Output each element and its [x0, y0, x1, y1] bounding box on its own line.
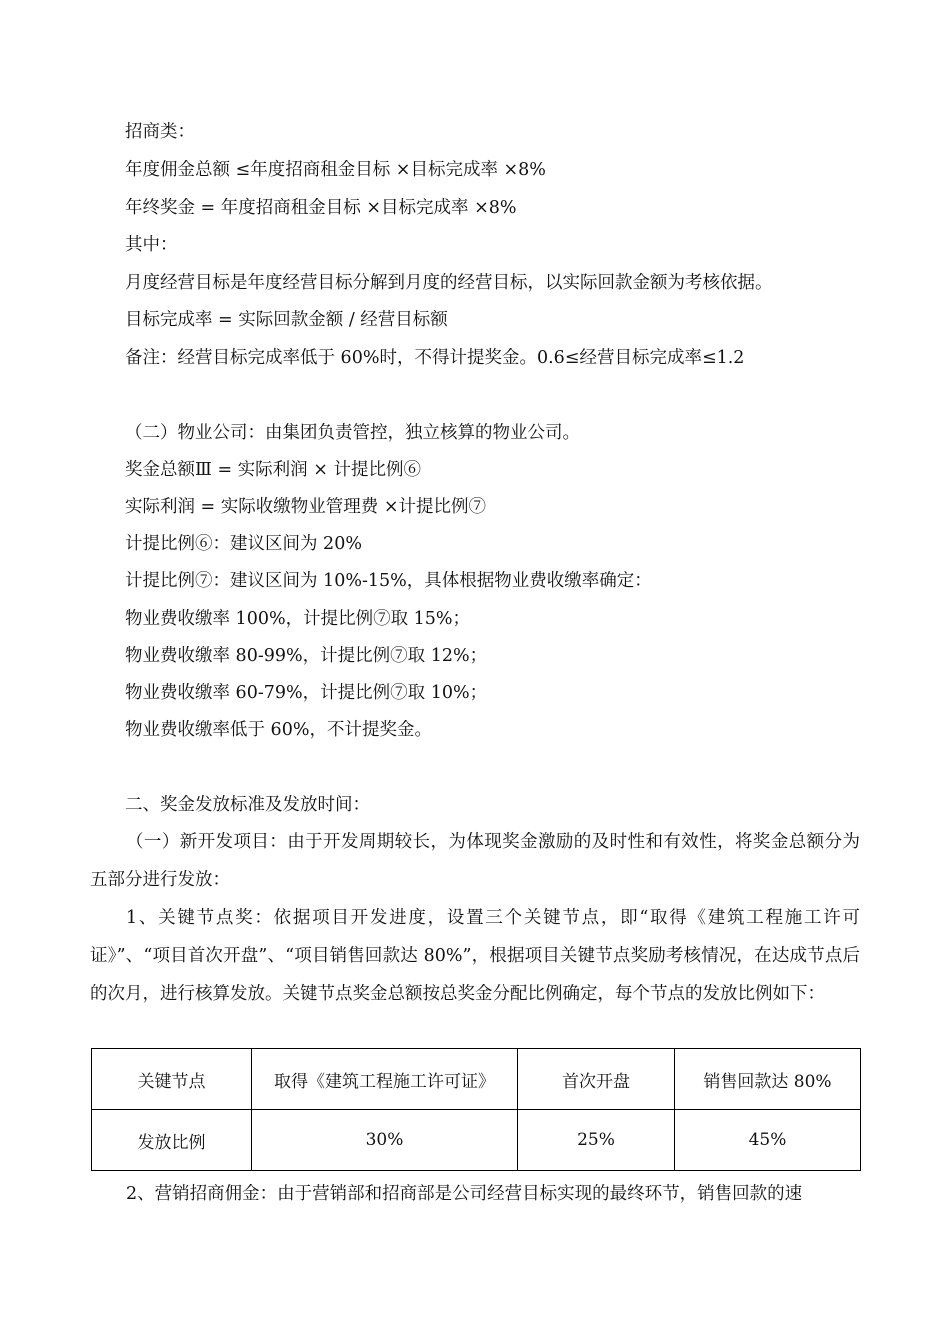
table-cell: 关键节点	[92, 1049, 252, 1110]
table-header-row	[92, 1049, 861, 1110]
table-cell: 取得《建筑工程施工许可证》	[252, 1049, 518, 1110]
bonus-total-formula: 奖金总额Ⅲ = 实际利润 × 计提比例⑥	[125, 460, 421, 480]
key-node-paragraph: 1、关键节点奖：依据项目开发进度，设置三个关键节点，即“取得《建筑工程施工许可证》”、“项目首次开盘”、“项目销售回款达 80%”，根据项目关键节点奖励考核情况，在达成节点后的次月，进行核算发放。关键节点奖金总额按总奖金分配比例确定，每个节点的发放比例如下：	[90, 908, 860, 1004]
rate-item: 物业费收缴率 100%，计提比例⑦取 15%；	[125, 609, 471, 629]
among-label: 其中：	[125, 235, 178, 255]
table-cell: 45%	[675, 1110, 861, 1171]
actual-profit-formula: 实际利润 = 实际收缴物业管理费 ×计提比例⑦	[125, 497, 487, 517]
note-text: 备注：经营目标完成率低于 60%时，不得计提奖金。0.6≤经营目标完成率≤1.2	[125, 348, 745, 368]
table-row	[92, 1110, 861, 1171]
payout-heading: 二、奖金发放标准及发放时间：	[125, 795, 370, 815]
table-cell: 25%	[518, 1110, 675, 1171]
property-heading: （二）物业公司：由集团负责管控，独立核算的物业公司。	[125, 423, 580, 443]
key-node-table	[91, 1048, 861, 1171]
ratio6-text: 计提比例⑥：建议区间为 20%	[125, 534, 362, 554]
completion-rate-formula: 目标完成率 = 实际回款金额 / 经营目标额	[125, 310, 448, 330]
monthly-target-text: 月度经营目标是年度经营目标分解到月度的经营目标，以实际回款金额为考核依据。	[125, 273, 773, 293]
table-cell: 销售回款达 80%	[675, 1049, 861, 1110]
table-cell: 发放比例	[92, 1110, 252, 1171]
new-project-paragraph: （一）新开发项目：由于开发周期较长，为体现奖金激励的及时性和有效性，将奖金总额分为五部分进行发放：	[90, 832, 860, 890]
rate-item: 物业费收缴率 80-99%，计提比例⑦取 12%；	[125, 646, 488, 666]
table-cell: 首次开盘	[518, 1049, 675, 1110]
rate-item: 物业费收缴率低于 60%，不计提奖金。	[125, 720, 432, 740]
yearend-formula: 年终奖金 = 年度招商租金目标 ×目标完成率 ×8%	[125, 198, 517, 218]
merchant-heading: 招商类：	[125, 122, 195, 142]
marketing-paragraph: 2、营销招商佣金：由于营销部和招商部是公司经营目标实现的最终环节，销售回款的速	[126, 1184, 803, 1204]
rate-item: 物业费收缴率 60-79%，计提比例⑦取 10%；	[125, 683, 488, 703]
commission-formula: 年度佣金总额 ≤年度招商租金目标 ×目标完成率 ×8%	[125, 160, 546, 180]
table-cell: 30%	[252, 1110, 518, 1171]
ratio7-text: 计提比例⑦：建议区间为 10%-15%，具体根据物业费收缴率确定：	[125, 571, 652, 591]
